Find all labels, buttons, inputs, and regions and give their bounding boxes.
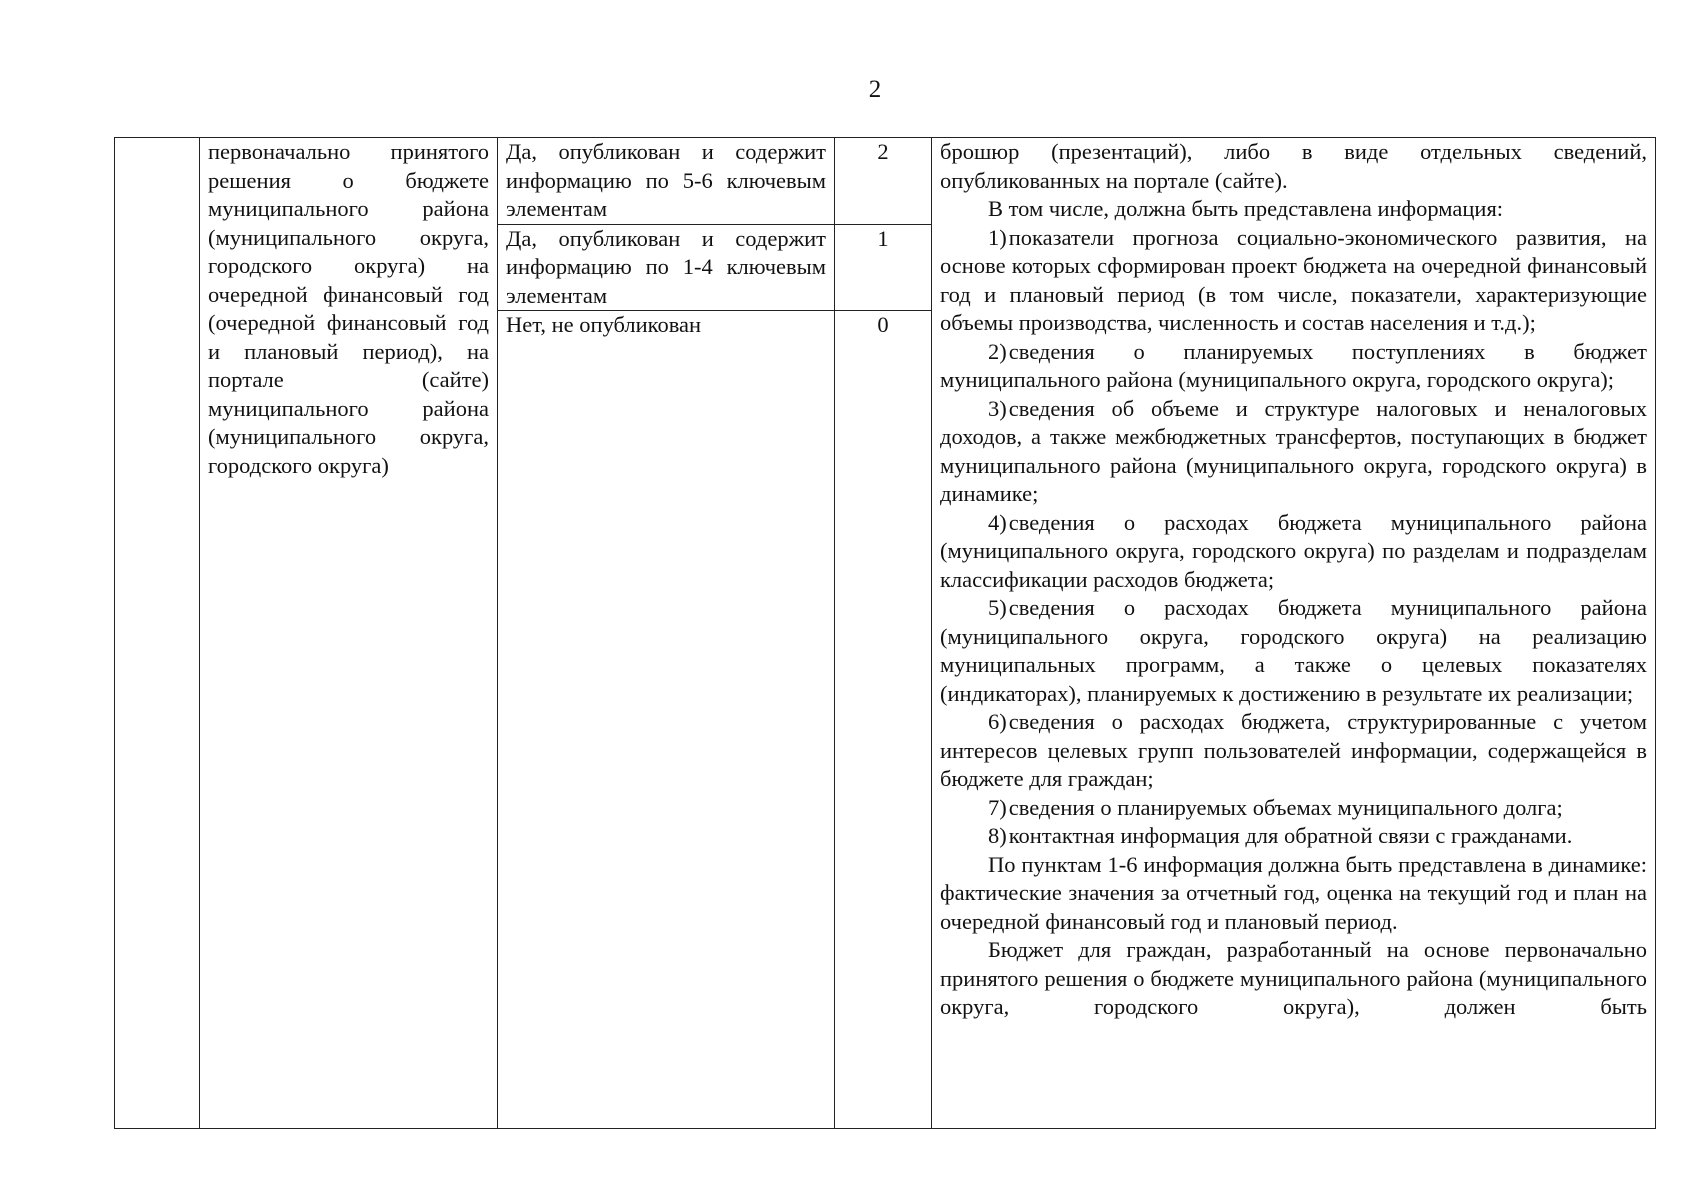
index-cell [115,138,200,1129]
list-item: 4)сведения о расходах бюджета муниципального района (муниципального округа, городского округа) по разделам и подразделам классификации расходов бюджета; [940,509,1647,592]
criteria-table [114,137,1656,1129]
option-score: 0 [835,311,932,1129]
description-cell [932,138,1656,1129]
table-row [115,138,1656,225]
option-answer: Да, опубликован и содержит информацию по 1-4 ключевым элементам [498,224,835,311]
option-answer: Да, опубликован и содержит информацию по 5-6 ключевым элементам [498,138,835,225]
list-item: 7)сведения о планируемых объемах муниципального долга; [988,794,1563,820]
page-number: 2 [868,76,882,103]
list-item: 2)сведения о планируемых поступлениях в бюджет муниципального района (муниципального округа, городского округа); [940,338,1647,392]
option-score: 2 [835,138,932,225]
list-item: 1)показатели прогноза социально-экономического развития, на основе которых сформирован проект бюджета на очередной финансовый год и плановый период (в том числе, показатели, характеризующие объемы производства, численность и состав населения и т.д.); [940,224,1647,335]
list-item: 6)сведения о расходах бюджета, структурированные с учетом интересов целевых групп пользователей информации, содержащейся в бюджете для граждан; [940,709,1647,791]
option-score: 1 [835,224,932,311]
list-item: 3)сведения об объеме и структуре налоговых и неналоговых доходов, а также межбюджетных трансфертов, поступающих в бюджет муниципального района (муниципального округа, городского округа) в динамике; [940,395,1647,506]
description-intro: брошюр (презентаций), либо в виде отдельных сведений, опубликованных на портале (сайте). [940,139,1647,193]
list-item: 5)сведения о расходах бюджета муниципального района (муниципального округа, городского округа) на реализацию муниципальных программ, а также о целевых показателях (индикаторах), планируемых к достижению в результате их реализации; [940,595,1647,706]
description-lead: В том числе, должна быть представлена информация: [988,196,1504,221]
criterion-text: первоначально принятого решения о бюджете муниципального района (муниципального округа, городского округа) на очередной финансовый год (очередной финансовый год и плановый период), на портале (сайте) муниципального района (муниципального округа, городского округа) [208,139,489,478]
option-answer: Нет, не опубликован [498,311,835,1129]
description-dynamics: По пунктам 1-6 информация должна быть представлена в динамике: фактические значения за отчетный год, оценка на текущий год и план на очередной финансовый год и плановый период. [940,851,1647,934]
list-item: 8)контактная информация для обратной связи с гражданами. [988,823,1573,848]
description-closing: Бюджет для граждан, разработанный на основе первоначально принятого решения о бюджете муниципального района (муниципального округа, городского округа), должен быть [940,937,1647,1019]
criterion-cell [200,138,498,1129]
